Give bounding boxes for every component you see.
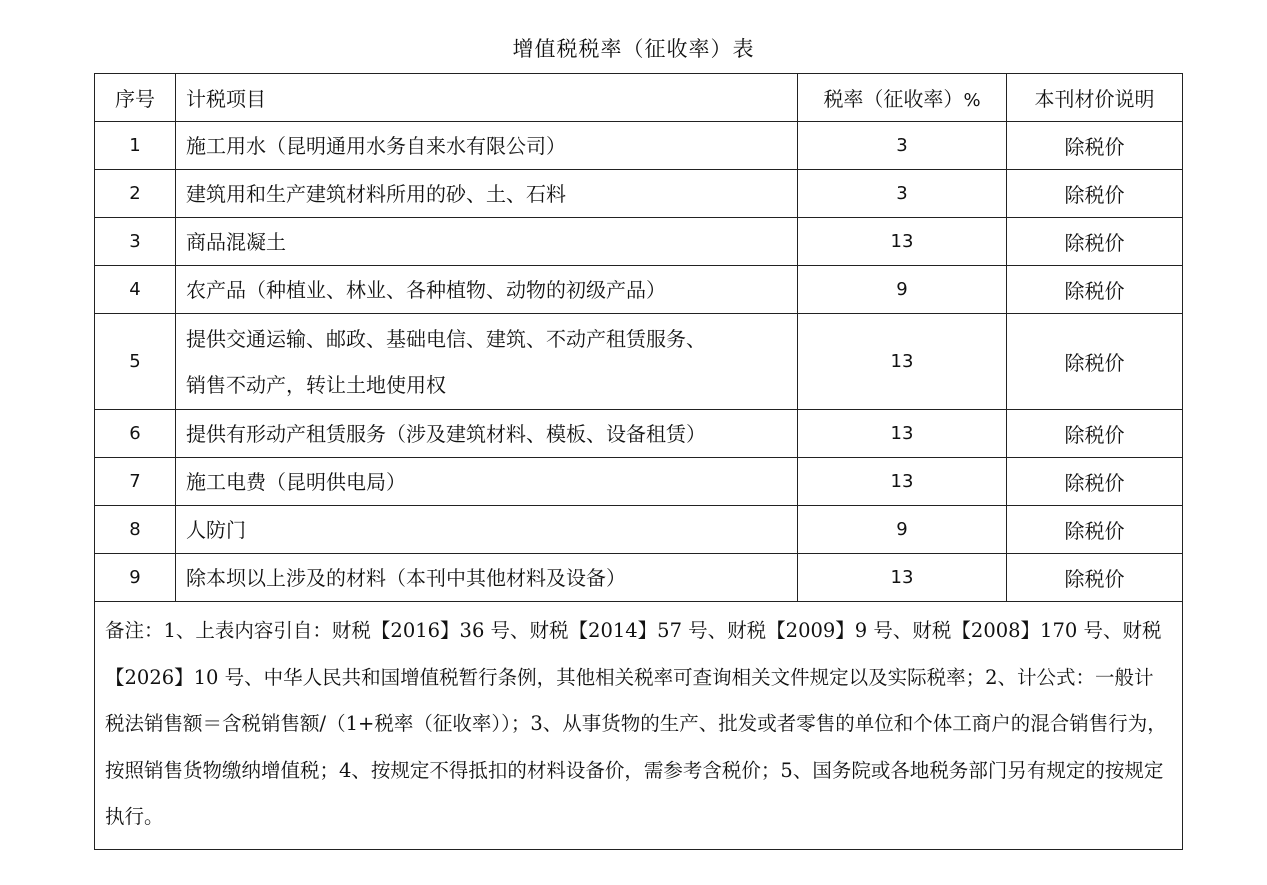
row-rate: 13 <box>798 218 1007 266</box>
row-item: 除本坝以上涉及的材料（本刊中其他材料及设备） <box>176 554 798 602</box>
header-rate <box>798 74 1007 122</box>
row-rate: 3 <box>798 170 1007 218</box>
row-item: 建筑用和生产建筑材料所用的砂、土、石料 <box>176 170 798 218</box>
row-note: 除税价 <box>1007 314 1183 410</box>
row-rate: 3 <box>798 122 1007 170</box>
vat-rate-table <box>94 73 1183 850</box>
row-item: 农产品（种植业、林业、各种植物、动物的初级产品） <box>176 266 798 314</box>
table-row <box>95 554 1183 602</box>
row-item: 施工电费（昆明供电局） <box>176 458 798 506</box>
row-note: 除税价 <box>1007 170 1183 218</box>
row-no: 1 <box>95 122 176 170</box>
table-row <box>95 314 1183 410</box>
row-item: 商品混凝土 <box>176 218 798 266</box>
page-title: 增值税税率（征收率）表 <box>512 37 755 61</box>
row-item <box>176 314 798 410</box>
row-no: 6 <box>95 410 176 458</box>
row-note: 除税价 <box>1007 122 1183 170</box>
table-row <box>95 458 1183 506</box>
header-item: 计税项目 <box>176 74 798 122</box>
row-rate: 9 <box>798 266 1007 314</box>
row-no: 7 <box>95 458 176 506</box>
header-rate-label: 税率（征收率） <box>823 87 964 111</box>
row-rate: 13 <box>798 554 1007 602</box>
row-no: 4 <box>95 266 176 314</box>
row-item: 施工用水（昆明通用水务自来水有限公司） <box>176 122 798 170</box>
table-row <box>95 410 1183 458</box>
table-row <box>95 170 1183 218</box>
row-rate: 9 <box>798 506 1007 554</box>
row-item: 人防门 <box>176 506 798 554</box>
table-row <box>95 122 1183 170</box>
row-note: 除税价 <box>1007 554 1183 602</box>
table-row <box>95 506 1183 554</box>
table-header-row <box>95 74 1183 122</box>
row-note: 除税价 <box>1007 458 1183 506</box>
row-rate: 13 <box>798 410 1007 458</box>
row-rate: 13 <box>798 314 1007 410</box>
header-note: 本刊材价说明 <box>1007 74 1183 122</box>
table-row <box>95 218 1183 266</box>
row-note: 除税价 <box>1007 506 1183 554</box>
row-item: 提供有形动产租赁服务（涉及建筑材料、模板、设备租赁） <box>176 410 798 458</box>
row-no: 9 <box>95 554 176 602</box>
table-row <box>95 266 1183 314</box>
row-rate: 13 <box>798 458 1007 506</box>
row-note: 除税价 <box>1007 266 1183 314</box>
row-no: 8 <box>95 506 176 554</box>
row-no: 3 <box>95 218 176 266</box>
remarks-text: 备注：1、上表内容引自：财税【2016】36 号、财税【2014】57 号、财税【2009】9 号、财税【2008】170 号、财税【2026】10 号、中华人民共和国增值税暂行条例，其他相关税率可查询相关文件规定以及实际税率；2、计公式：一般计税法销售额＝含税销售额/（1+税率（征收率））；3、从事货物的生产、批发或者零售的单位和个体工商户的混合销售行为，按照销售货物缴纳增值税；4、按规定不得抵扣的材料设备价，需参考含税价；5、国务院或各地税务部门另有规定的按规定执行。 <box>95 602 1183 850</box>
row-item-line: 销售不动产，转让土地使用权 <box>186 372 446 397</box>
row-no: 2 <box>95 170 176 218</box>
row-no: 5 <box>95 314 176 410</box>
row-item-line: 提供交通运输、邮政、基础电信、建筑、不动产租赁服务、 <box>186 326 706 351</box>
remarks-row <box>95 602 1183 850</box>
header-rate-unit: % <box>963 90 981 111</box>
header-no: 序号 <box>95 74 176 122</box>
row-note: 除税价 <box>1007 218 1183 266</box>
row-note: 除税价 <box>1007 410 1183 458</box>
